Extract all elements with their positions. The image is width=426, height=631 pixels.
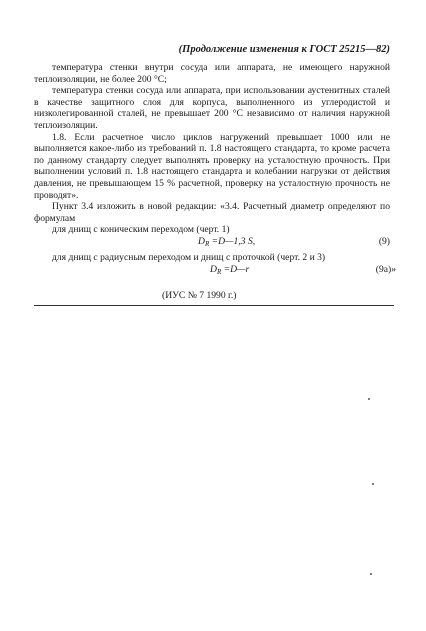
formula-b-lhs: D [210, 263, 217, 275]
scan-speck [370, 573, 372, 575]
formula-a-lhs: D [198, 235, 205, 247]
formula-b [210, 264, 249, 279]
paragraph-4: Пункт 3.4 изложить в новой редакции: «3.4. Расчетный диаметр определяют по формулам [34, 201, 390, 224]
formula-b-number: (9a)» [375, 263, 396, 275]
paragraph-2: температура стенки сосуда или аппарата, при использовании аустенитных сталей в качестве защитного слоя для корпуса, выполненного из углеродистой и низколегированной сталей, не превышает 200 °С независимо от наличия наружной теплоизоляции. [34, 85, 390, 131]
formula-b-subscript: R [216, 267, 222, 276]
paragraph-3: 1.8. Если расчетное число циклов нагружений превышает 1000 или не выполняется какое-либо из требований п. 1.8 настоящего стандарта, то кроме расчета по данному стандарту следует выполнять проверку на усталостную прочность. При выполнении условий п. 1.8 настоящего стандарта и колебании нагрузки от действия давления, не превышающем 15 % расчетной, проверку на усталостную прочность не проводят». [34, 131, 390, 201]
formula-b-row [34, 263, 396, 276]
formula-a [198, 236, 255, 251]
page-header: (Продолжение изменения к ГОСТ 25215—82) [178, 44, 390, 55]
formula-b-label: для днищ с радиусным переходом и днищ с проточкой (черт. 2 и 3) [52, 251, 326, 263]
paragraph-1: температура стенки внутри сосуда или аппарата, не имеющего наружной теплоизоляции, не более 200 °С; [34, 62, 390, 85]
formula-a-label: для днищ с коническим переходом (черт. 1) [52, 224, 230, 236]
body-text-block [34, 62, 396, 276]
formula-a-number: (9) [378, 235, 390, 247]
separator-rule [34, 305, 394, 306]
source-reference: (ИУС № 7 1990 г.) [162, 290, 237, 301]
scan-speck [372, 483, 374, 485]
formula-b-rhs: =D—r [221, 263, 250, 275]
formula-a-rhs: =D—1,3 S, [209, 235, 256, 247]
formula-a-row [34, 236, 390, 248]
formula-a-subscript: R [204, 239, 210, 248]
scan-speck [368, 398, 370, 400]
